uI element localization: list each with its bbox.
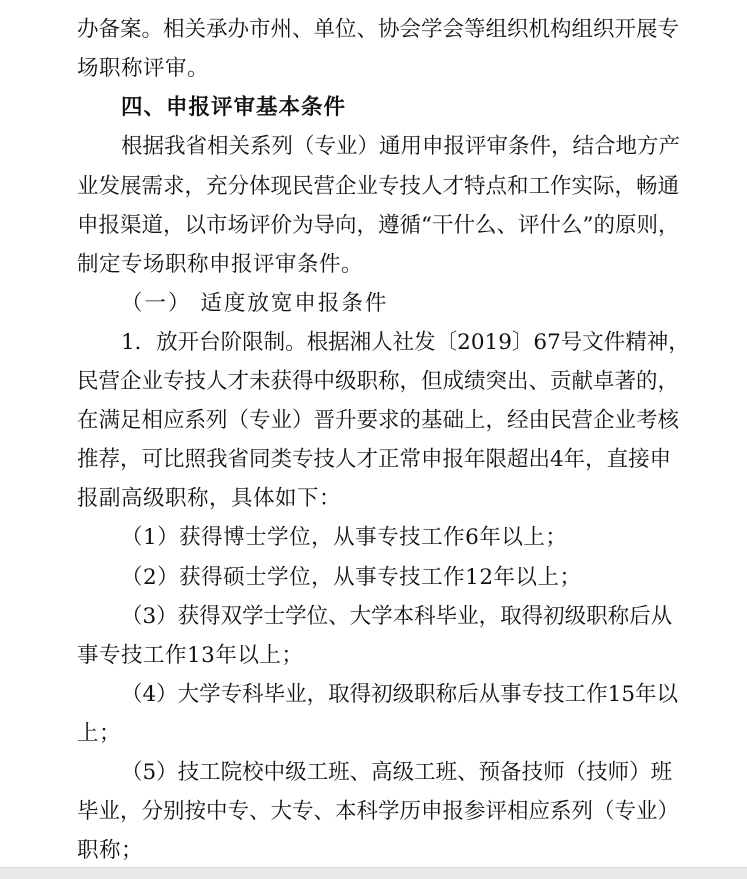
list-item-continuation: 职称； [77,838,144,863]
paragraph-line: 业发展需求，充分体现民营企业专技人才特点和工作实际，畅通 [77,174,680,199]
paragraph-line: 制定专场职称申报评审条件。 [77,252,364,277]
paragraph-line: 根据我省相关系列（专业）通用申报评审条件，结合地方产 [121,134,681,159]
paragraph-line: 民营企业专技人才未获得中级职称，但成绩突出、贡献卓著的， [77,369,680,394]
paragraph-line: 申报渠道，以市场评价为导向，遵循“干什么、评什么”的原则， [77,213,680,238]
paragraph-line: 在满足相应系列（专业）晋升要求的基础上，经由民营企业考核 [77,408,680,433]
list-item-continuation: 上； [77,721,122,746]
paragraph-line: 1．放开台阶限制。根据湘人社发〔2019〕67号文件精神， [121,330,690,355]
list-item-continuation: 事专技工作13年以上； [77,643,304,668]
list-item: （3）获得双学士学位、大学本科毕业，取得初级职称后从 [121,604,673,629]
sub-heading: （一） 适度放宽申报条件 [121,291,389,316]
paragraph-line: 推荐，可比照我省同类专技人才正常申报年限超出4年，直接申 [77,447,672,472]
list-item-continuation: 毕业，分别按中专、大专、本科学历申报参评相应系列（专业） [77,799,680,824]
list-item: （2）获得硕士学位，从事专技工作12年以上； [121,565,582,590]
paragraph-line: 场职称评审。 [77,56,210,81]
paragraph-line: 办备案。相关承办市州、单位、协会学会等组织机构组织开展专 [77,17,680,42]
paragraph-line: 报副高级职称，具体如下： [77,486,342,511]
viewer-bottom-bar [0,867,747,879]
section-heading: 四、申报评审基本条件 [121,95,347,120]
list-item: （1）获得博士学位，从事专技工作6年以上； [121,525,568,550]
list-item: （5）技工院校中级工班、高级工班、预备技师（技师）班 [121,760,673,785]
list-item: （4）大学专科毕业，取得初级职称后从事专技工作15年以 [121,682,679,707]
